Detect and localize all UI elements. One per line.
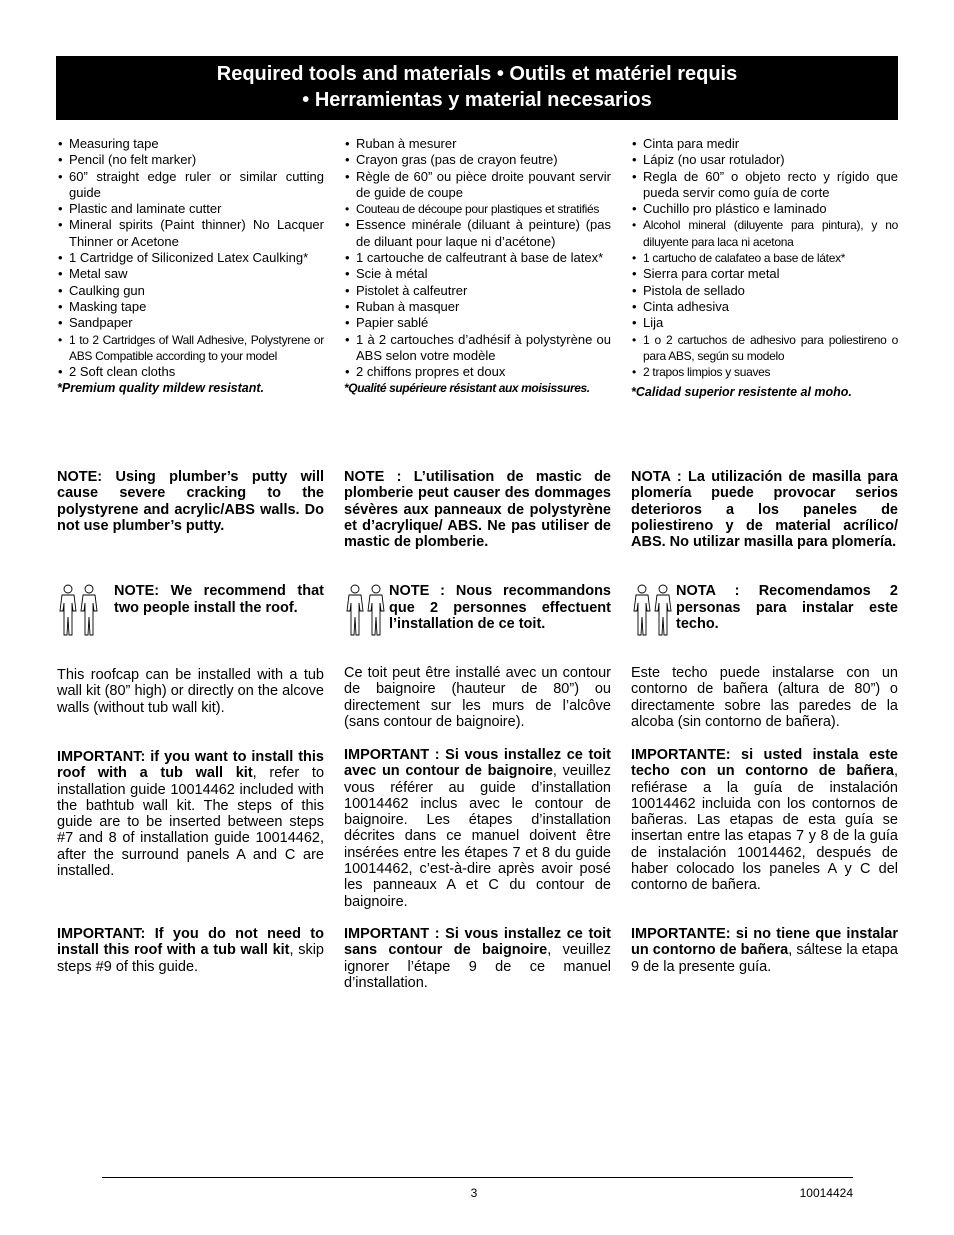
- important-heading: IMPORTANT: if you want to install this roof with a tub wall kit: [57, 749, 324, 782]
- list-item: • 1 cartucho de calafateo a base de látex*: [631, 250, 898, 266]
- list-item: • Papier sablé: [344, 315, 611, 331]
- list-item: • Pistolet à calfeutrer: [344, 283, 611, 299]
- header-title-line2: • Herramientas y material necesarios: [302, 89, 652, 111]
- footnote-es: *Calidad superior resistente al moho.: [631, 385, 852, 400]
- footer-divider: [102, 1177, 853, 1178]
- important-without-kit-en: [57, 926, 324, 975]
- list-item: • Ruban à mesurer: [344, 136, 611, 152]
- important-heading: IMPORTANTE: si usted instala este techo con un contorno de bañera: [631, 747, 898, 780]
- putty-note-es: NOTA : La utilización de masilla para plomería puede provocar serios deterioros a los paneles de poliestireno y de material acrílico/ ABS. No utilizar masilla para plomería.: [631, 469, 898, 551]
- list-item: • Masking tape: [57, 299, 324, 315]
- tools-list-en: [57, 136, 324, 397]
- list-item: • Scie à métal: [344, 266, 611, 282]
- important-body: , refer to installation guide 10014462 included with the bathtub wall kit. The steps of this guide are to be inserted between steps #7 and 8 of installation guide 10014462, after the surround panels A and C are installed.: [57, 765, 325, 880]
- list-item: • Sandpaper: [57, 315, 324, 331]
- important-heading: IMPORTANT : Si vous installez ce toit sans contour de baignoire: [344, 926, 611, 959]
- important-with-kit-en: [57, 749, 324, 879]
- tools-list-fr: [344, 136, 611, 397]
- install-info-fr: Ce toit peut être installé avec un contour de baignoire (hauteur de 80”) ou directement sur les murs de l’alcôve (sans contour de baignoire).: [344, 665, 611, 730]
- important-heading: IMPORTANT: If you do not need to install this roof with a tub wall kit: [57, 926, 324, 959]
- tools-list-es: [631, 136, 898, 401]
- important-body: , veuillez vous référer au guide d’installation 10014462 inclus avec le contour de baignoire. Les étapes d’installation décrites dans ce manuel doivent être insérées entre les étapes 7 et 8 du guide 10014462, c’est-à-dire après avoir posé les panneaux A et C du contour de baignoire.: [344, 763, 611, 910]
- list-item: • Cinta adhesiva: [631, 299, 898, 315]
- document-number: 10014424: [799, 1186, 853, 1200]
- two-people-icon: [57, 583, 101, 637]
- putty-note-en: NOTE: Using plumber’s putty will cause severe cracking to the polystyrene and acrylic/ABS walls. Do not use plumber’s putty.: [57, 469, 324, 534]
- list-item: • Lija: [631, 315, 898, 331]
- list-item: • Mineral spirits (Paint thinner) No Lacquer Thinner or Acetone: [57, 217, 324, 250]
- list-item: • Crayon gras (pas de crayon feutre): [344, 152, 611, 168]
- two-people-note-fr: [344, 583, 611, 643]
- important-body: , veuillez ignorer l’étape 9 de ce manuel d’installation.: [344, 942, 612, 991]
- important-with-kit-es: [631, 747, 898, 894]
- list-item: • 1 o 2 cartuchos de adhesivo para poliestireno o para ABS, según su modelo: [631, 332, 898, 365]
- list-item: • Alcohol mineral (diluyente para pintura), y no diluyente para laca ni acetona: [631, 217, 898, 250]
- list-item: • Pistola de sellado: [631, 283, 898, 299]
- footnote-en: *Premium quality mildew resistant.: [57, 381, 265, 396]
- list-item: • 2 chiffons propres et doux: [344, 364, 611, 380]
- list-item: • Measuring tape: [57, 136, 324, 152]
- important-heading: IMPORTANTE: si no tiene que instalar un contorno de bañera: [631, 926, 898, 959]
- two-people-note-es: [631, 583, 898, 643]
- putty-note-fr: NOTE : L’utilisation de mastic de plomberie peut causer des dommages sévères aux panneaux de polystyrène et d’acrylique/ ABS. Ne pas utiliser de mastic de plomberie.: [344, 469, 611, 551]
- list-item: • Couteau de découpe pour plastiques et stratifiés: [344, 201, 611, 217]
- important-body: , refiérase a la guía de instalación 10014462 incluida con los contornos de bañeras. Las etapas de esta guía se insertan entre las etapas 7 y 8 de la guía de instalación 10014462, después de haber colocado los paneles A y C del contorno de bañera.: [631, 763, 898, 894]
- two-people-icon: [344, 583, 388, 637]
- list-item: • 1 to 2 Cartridges of Wall Adhesive, Polystyrene or ABS Compatible according to your model: [57, 332, 324, 365]
- list-item: • Lápiz (no usar rotulador): [631, 152, 898, 168]
- important-with-kit-fr: [344, 747, 611, 910]
- page-number: 3: [470, 1186, 478, 1200]
- install-info-es: Este techo puede instalarse con un contorno de bañera (altura de 80”) o directamente sobre las paredes de la alcoba (sin contorno de bañera).: [631, 665, 898, 730]
- important-body: , skip steps #9 of this guide.: [57, 942, 324, 975]
- important-without-kit-es: [631, 926, 898, 975]
- list-item: • 2 Soft clean cloths: [57, 364, 324, 380]
- list-item: • Règle de 60” ou pièce droite pouvant servir de guide de coupe: [344, 169, 611, 202]
- list-item: • Plastic and laminate cutter: [57, 201, 324, 217]
- list-item: • 1 à 2 cartouches d’adhésif à polystyrène ou ABS selon votre modèle: [344, 332, 611, 365]
- header-title-line1: Required tools and materials • Outils et matériel requis: [216, 63, 738, 85]
- list-item: • Caulking gun: [57, 283, 324, 299]
- important-body: , sáltese la etapa 9 de la presente guía.: [631, 942, 898, 975]
- list-item: • Cinta para medir: [631, 136, 898, 152]
- list-item: • Regla de 60” o objeto recto y rígido que pueda servir como guía de corte: [631, 169, 898, 202]
- install-info-en: This roofcap can be installed with a tub wall kit (80” high) or directly on the alcove walls (without tub wall kit).: [57, 667, 324, 716]
- footnote-fr: *Qualité supérieure résistant aux moisissures.: [344, 381, 590, 396]
- list-item: • 1 cartouche de calfeutrant à base de latex*: [344, 250, 611, 266]
- list-item: • 2 trapos limpios y suaves: [631, 364, 898, 380]
- important-without-kit-fr: [344, 926, 611, 991]
- two-people-text-fr: NOTE : Nous recommandons que 2 personnes effectuent l’installation de ce toit.: [389, 583, 611, 632]
- two-people-text-en: NOTE: We recommend that two people install the roof.: [114, 583, 324, 616]
- two-people-note-en: [57, 583, 324, 643]
- list-item: • Cuchillo pro plástico e laminado: [631, 201, 898, 217]
- section-header: [56, 56, 898, 120]
- list-item: • Essence minérale (diluant à peinture) (pas de diluant pour laque ni d’acétone): [344, 217, 611, 250]
- list-item: • 1 Cartridge of Siliconized Latex Caulking*: [57, 250, 324, 266]
- list-item: • Ruban à masquer: [344, 299, 611, 315]
- list-item: • Pencil (no felt marker): [57, 152, 324, 168]
- two-people-text-es: NOTA : Recomendamos 2 personas para instalar este techo.: [676, 583, 898, 632]
- important-heading: IMPORTANT : Si vous installez ce toit avec un contour de baignoire: [344, 747, 611, 780]
- list-item: • Sierra para cortar metal: [631, 266, 898, 282]
- two-people-icon: [631, 583, 675, 637]
- list-item: • 60” straight edge ruler or similar cutting guide: [57, 169, 324, 202]
- list-item: • Metal saw: [57, 266, 324, 282]
